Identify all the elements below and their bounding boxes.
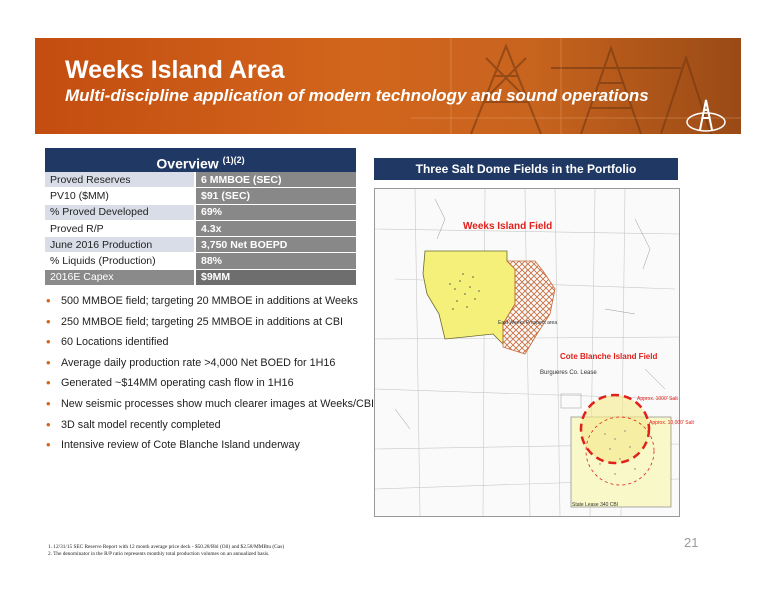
table-row bbox=[45, 172, 356, 188]
row-value: $91 (SEC) bbox=[195, 188, 356, 204]
row-value: 88% bbox=[195, 253, 356, 269]
cote-blanche-island-field-label: Cote Blanche Island Field bbox=[560, 352, 658, 361]
list-item bbox=[45, 355, 375, 376]
bullet-icon: • bbox=[46, 395, 51, 411]
footnote-1: 1. 12/31/15 SEC Reserve Report with 12 month average price deck - $50.28/Bbl (Oil) and $2.58/MMBtu (Gas) bbox=[48, 544, 285, 550]
list-item bbox=[45, 293, 375, 314]
weeks-island-field-label: Weeks Island Field bbox=[463, 221, 553, 232]
row-label: % Proved Developed bbox=[45, 204, 195, 220]
bullet-text: 60 Locations identified bbox=[61, 336, 169, 349]
bullet-icon: • bbox=[46, 293, 51, 308]
table-row bbox=[45, 204, 356, 220]
bullet-icon: • bbox=[46, 334, 51, 350]
overview-header bbox=[45, 148, 356, 172]
list-item bbox=[45, 334, 375, 355]
row-label: 2016E Capex bbox=[45, 269, 195, 285]
table-row bbox=[45, 220, 356, 236]
bullet-icon: • bbox=[46, 437, 51, 453]
bullet-icon: • bbox=[46, 375, 51, 391]
row-value: $9MM bbox=[195, 269, 356, 285]
overview-footnote-ref: (1)(2) bbox=[222, 155, 245, 165]
page-title: Weeks Island Area bbox=[65, 56, 285, 84]
row-label: % Liquids (Production) bbox=[45, 253, 195, 269]
salt-dome-map bbox=[374, 188, 694, 517]
row-label: PV10 ($MM) bbox=[45, 188, 195, 204]
bullet-text: 500 MMBOE field; targeting 20 MMBOE in additions at Weeks bbox=[61, 295, 358, 307]
cbi-small-lease-box bbox=[561, 394, 581, 408]
bullet-icon: • bbox=[46, 313, 51, 329]
table-row bbox=[45, 188, 356, 204]
table-row bbox=[45, 253, 356, 269]
highlights-list bbox=[45, 293, 375, 458]
bullet-icon: • bbox=[46, 416, 51, 432]
overview-title: Overview bbox=[156, 155, 219, 172]
approx-1000-salt-label: Approx. 1000' Salt bbox=[637, 396, 678, 402]
page-subtitle: Multi-discipline application of modern technology and sound operations bbox=[65, 86, 649, 105]
table-row bbox=[45, 237, 356, 253]
map-title: Three Salt Dome Fields in the Portfolio bbox=[374, 158, 678, 180]
derrick-logo-icon bbox=[685, 98, 727, 132]
bullet-text: Intensive review of Cote Blanche Island underway bbox=[61, 439, 300, 452]
list-item bbox=[45, 396, 375, 417]
list-item bbox=[45, 437, 375, 458]
weeks-island-field-area bbox=[423, 251, 515, 344]
bullet-text: 250 MMBOE field; targeting 25 MMBOE in additions at CBI bbox=[61, 315, 344, 328]
row-value: 6 MMBOE (SEC) bbox=[195, 172, 356, 188]
approx-10000-salt-label: Approx. 10,000' Salt bbox=[649, 420, 694, 426]
east-weeks-prospect-label: East Weeks Prospect area bbox=[498, 320, 558, 326]
page-number: 21 bbox=[684, 535, 699, 550]
list-item bbox=[45, 417, 375, 438]
row-value: 69% bbox=[195, 204, 356, 220]
bullet-icon: • bbox=[46, 354, 51, 370]
row-value: 3,750 Net BOEPD bbox=[195, 237, 356, 253]
list-item bbox=[45, 375, 375, 396]
bullet-text: 3D salt model recently completed bbox=[61, 418, 221, 431]
row-label: Proved R/P bbox=[45, 220, 195, 236]
footnotes bbox=[48, 544, 284, 558]
list-item bbox=[45, 314, 375, 335]
row-label: Proved Reserves bbox=[45, 172, 195, 188]
row-value: 4.3x bbox=[195, 220, 356, 236]
title-banner bbox=[35, 38, 741, 134]
burgueres-lease-label: Burgueres Co. Lease bbox=[540, 370, 597, 376]
bullet-text: Average daily production rate >4,000 Net BOED for 1H16 bbox=[61, 356, 336, 369]
footnote-2: 2. The denominator in the R/P ratio represents monthly total production volumes on an annualized basis. bbox=[48, 551, 270, 557]
overview-table bbox=[45, 172, 356, 286]
bullet-text: Generated ~$14MM operating cash flow in 1H16 bbox=[61, 377, 294, 390]
table-row bbox=[45, 269, 356, 285]
bullet-text: New seismic processes show much clearer images at Weeks/CBI bbox=[61, 397, 375, 410]
row-label: June 2016 Production bbox=[45, 237, 195, 253]
state-lease-label: State Lease 340 CBI bbox=[572, 502, 619, 508]
